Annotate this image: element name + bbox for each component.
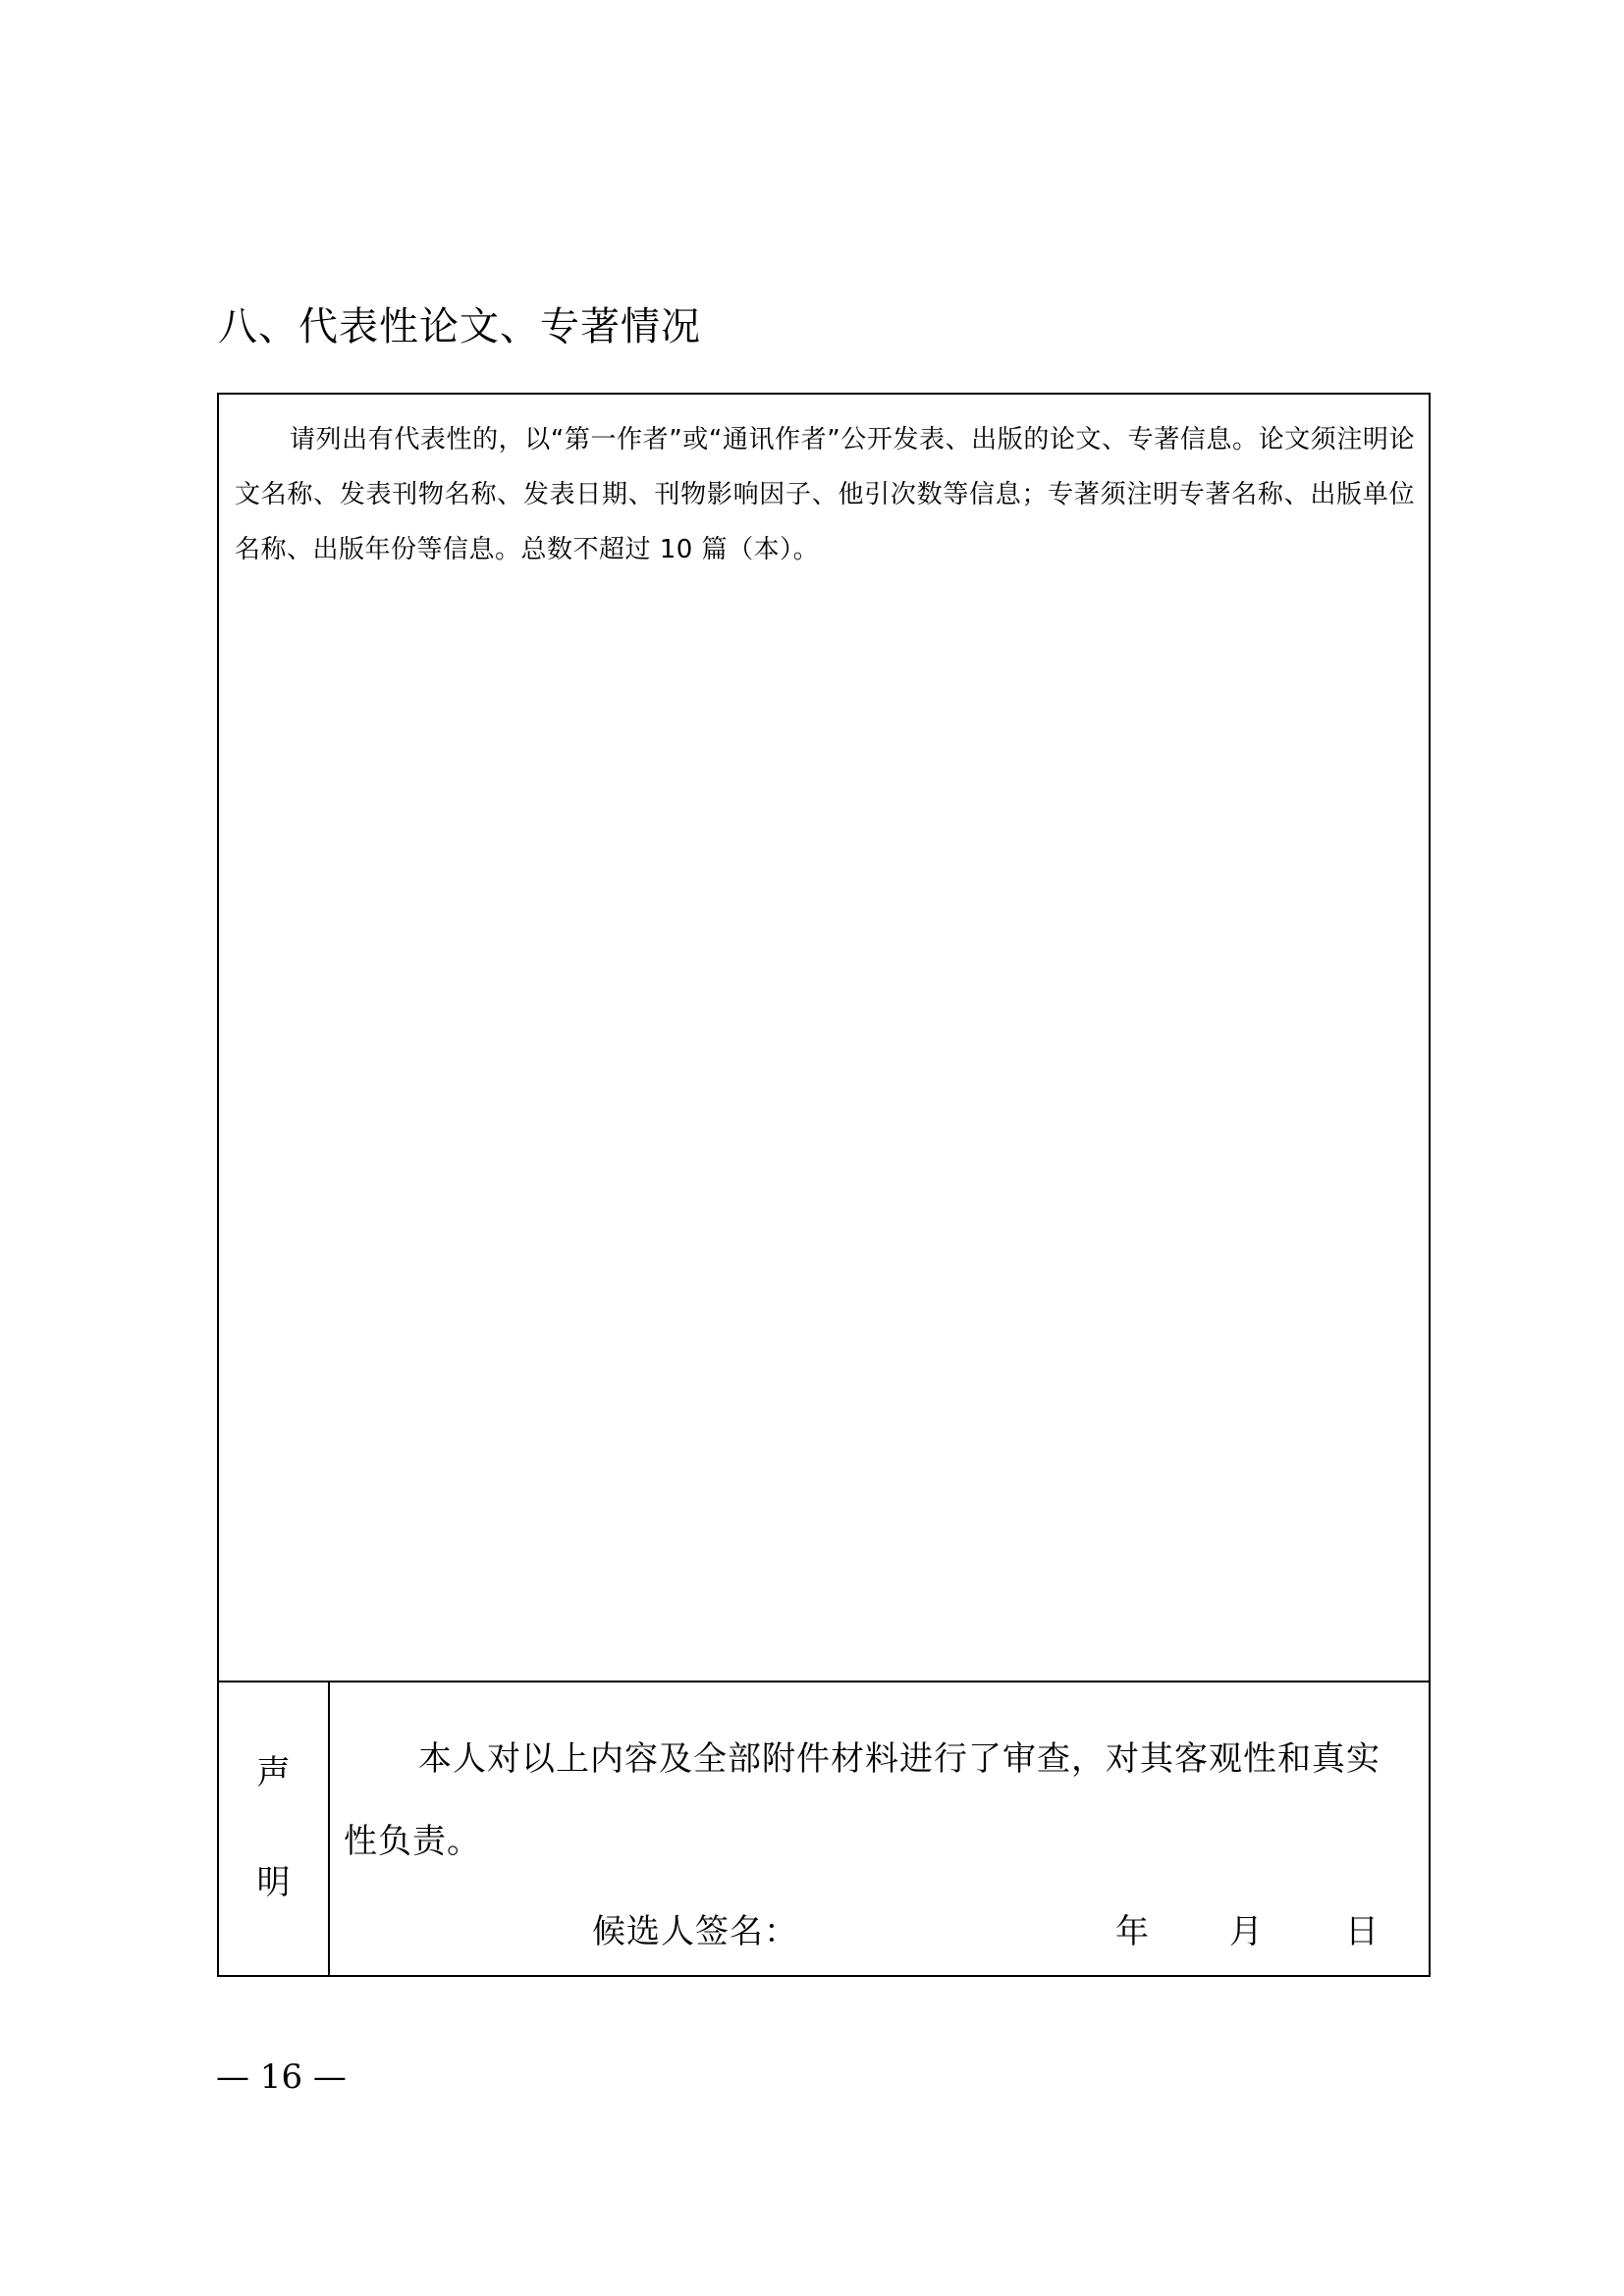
- section-title: 八、代表性论文、专著情况: [218, 304, 701, 349]
- declaration-label-char: 明: [256, 1863, 291, 1902]
- declaration-body-cell: [330, 1682, 1429, 1975]
- date-year-label: 年: [1115, 1912, 1149, 1951]
- form-table: [217, 393, 1431, 1977]
- date-day-label: 日: [1345, 1912, 1379, 1951]
- declaration-label-cell: [219, 1682, 330, 1975]
- page-number: — 16 —: [216, 2057, 347, 2097]
- instructions-text: 请列出有代表性的，以“第一作者”或“通讯作者”公开发表、出版的论文、专著信息。论文须注明论文名称、发表刊物名称、发表日期、刊物影响因子、他引次数等信息；专著须注明专著名称、出版单位名称、出版年份等信息。总数不超过 10 篇（本）。: [235, 425, 1415, 564]
- declaration-label-char: 声: [256, 1753, 291, 1792]
- signature-label: 候选人签名：: [592, 1912, 798, 1951]
- date-month-label: 月: [1229, 1912, 1263, 1951]
- papers-entry-cell[interactable]: [219, 395, 1429, 1682]
- declaration-statement: 本人对以上内容及全部附件材料进行了审查，对其客观性和真实性负责。: [344, 1739, 1380, 1861]
